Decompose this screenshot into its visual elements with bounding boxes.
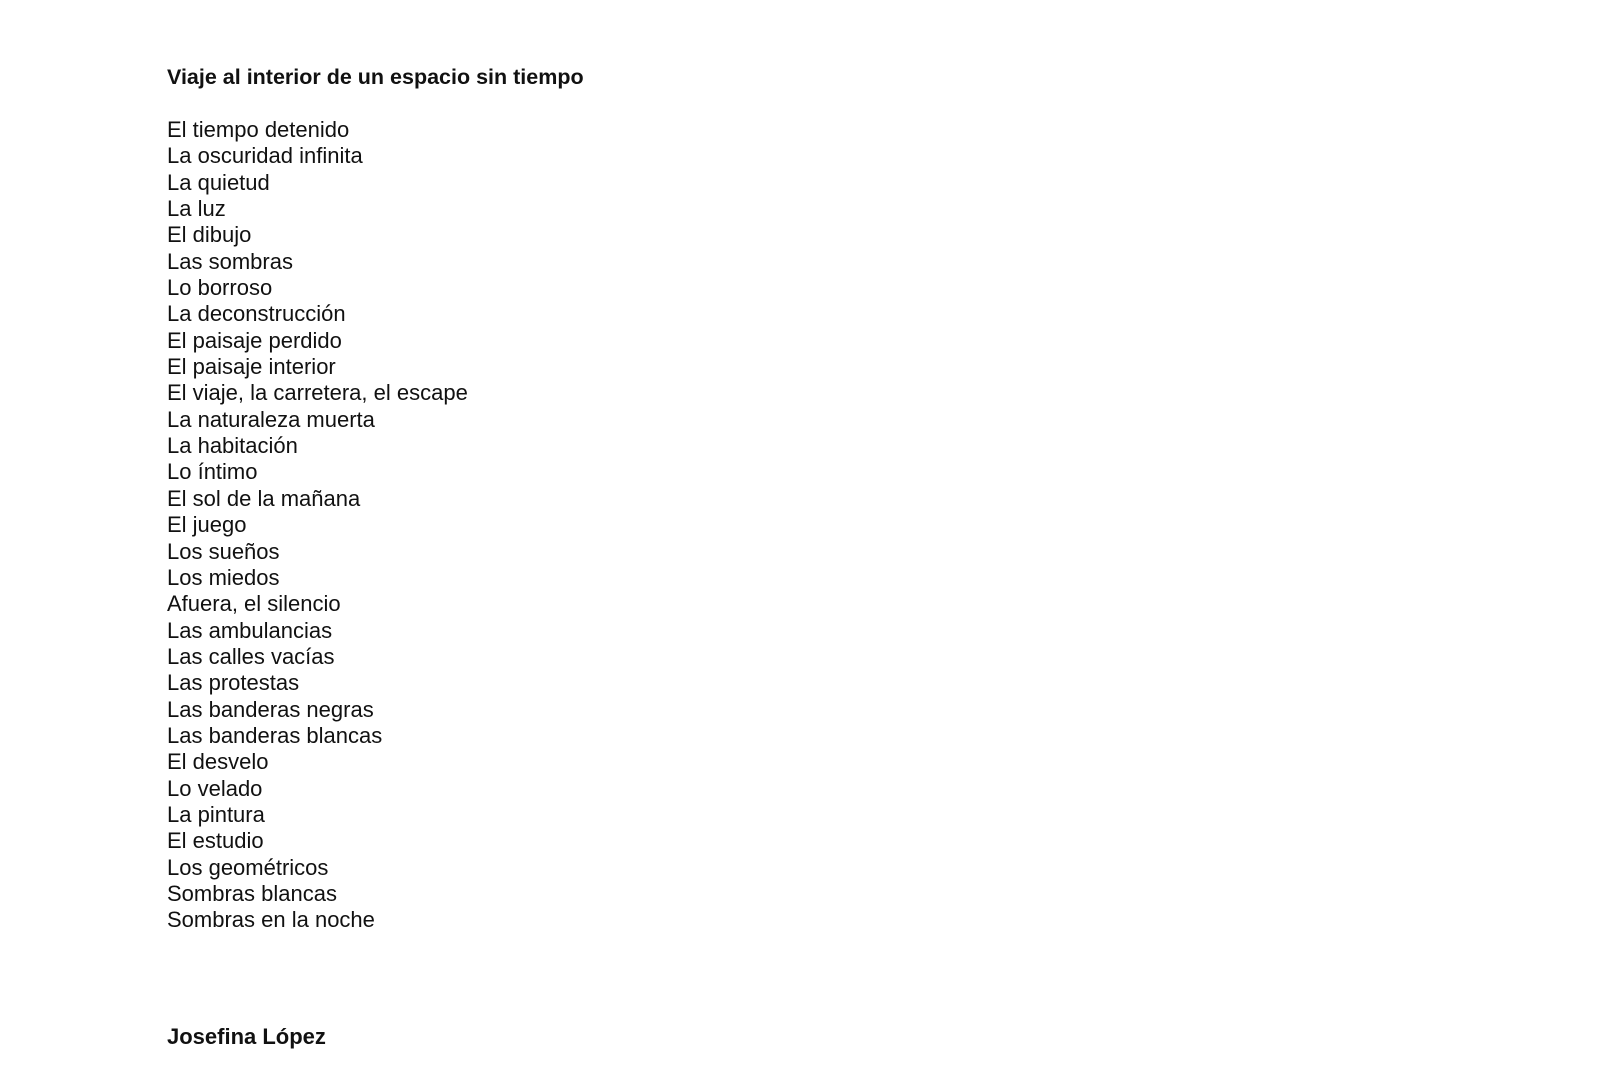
poem-line: Las calles vacías [167, 643, 335, 669]
poem-line: El dibujo [167, 222, 252, 248]
poem-line: La oscuridad infinita [167, 143, 363, 169]
poem-line: El estudio [167, 828, 264, 854]
poem-line: Lo borroso [167, 275, 273, 301]
poem-line: El juego [167, 512, 247, 538]
poem-line: El paisaje perdido [167, 327, 342, 353]
poem-line: La quietud [167, 169, 270, 195]
poem-line: El tiempo detenido [167, 117, 350, 142]
poem-line: Las sombras [167, 248, 293, 274]
poem-line: Lo velado [167, 775, 263, 801]
poem-line: Sombras en la noche [167, 907, 375, 933]
poem-line: La pintura [167, 801, 265, 827]
poem-line: Los miedos [167, 564, 280, 590]
poem-line: Sombras blancas [167, 880, 337, 906]
poem-line: La habitación [167, 433, 298, 459]
poem-line: Las banderas negras [167, 696, 374, 722]
poem-line: Los geométricos [167, 854, 329, 880]
author-name: Josefina López [167, 1024, 326, 1049]
poem-line: El paisaje interior [167, 354, 336, 380]
poem-line: La deconstrucción [167, 301, 346, 327]
poem-lines [167, 117, 468, 934]
poem-line: El desvelo [167, 749, 269, 775]
poem-line: La naturaleza muerta [167, 406, 375, 432]
poem-line: Las banderas blancas [167, 722, 383, 748]
poem-line: Las protestas [167, 670, 300, 696]
poem-line: Las ambulancias [167, 617, 333, 643]
page-title: Viaje al interior de un espacio sin tiempo [167, 65, 584, 89]
poem-line: El viaje, la carretera, el escape [167, 380, 468, 406]
poem-line: Lo íntimo [167, 459, 258, 485]
poem-line: La luz [167, 196, 226, 222]
poem-line: El sol de la mañana [167, 485, 361, 511]
poem-line: Afuera, el silencio [167, 591, 341, 617]
poem-line: Los sueños [167, 538, 280, 564]
